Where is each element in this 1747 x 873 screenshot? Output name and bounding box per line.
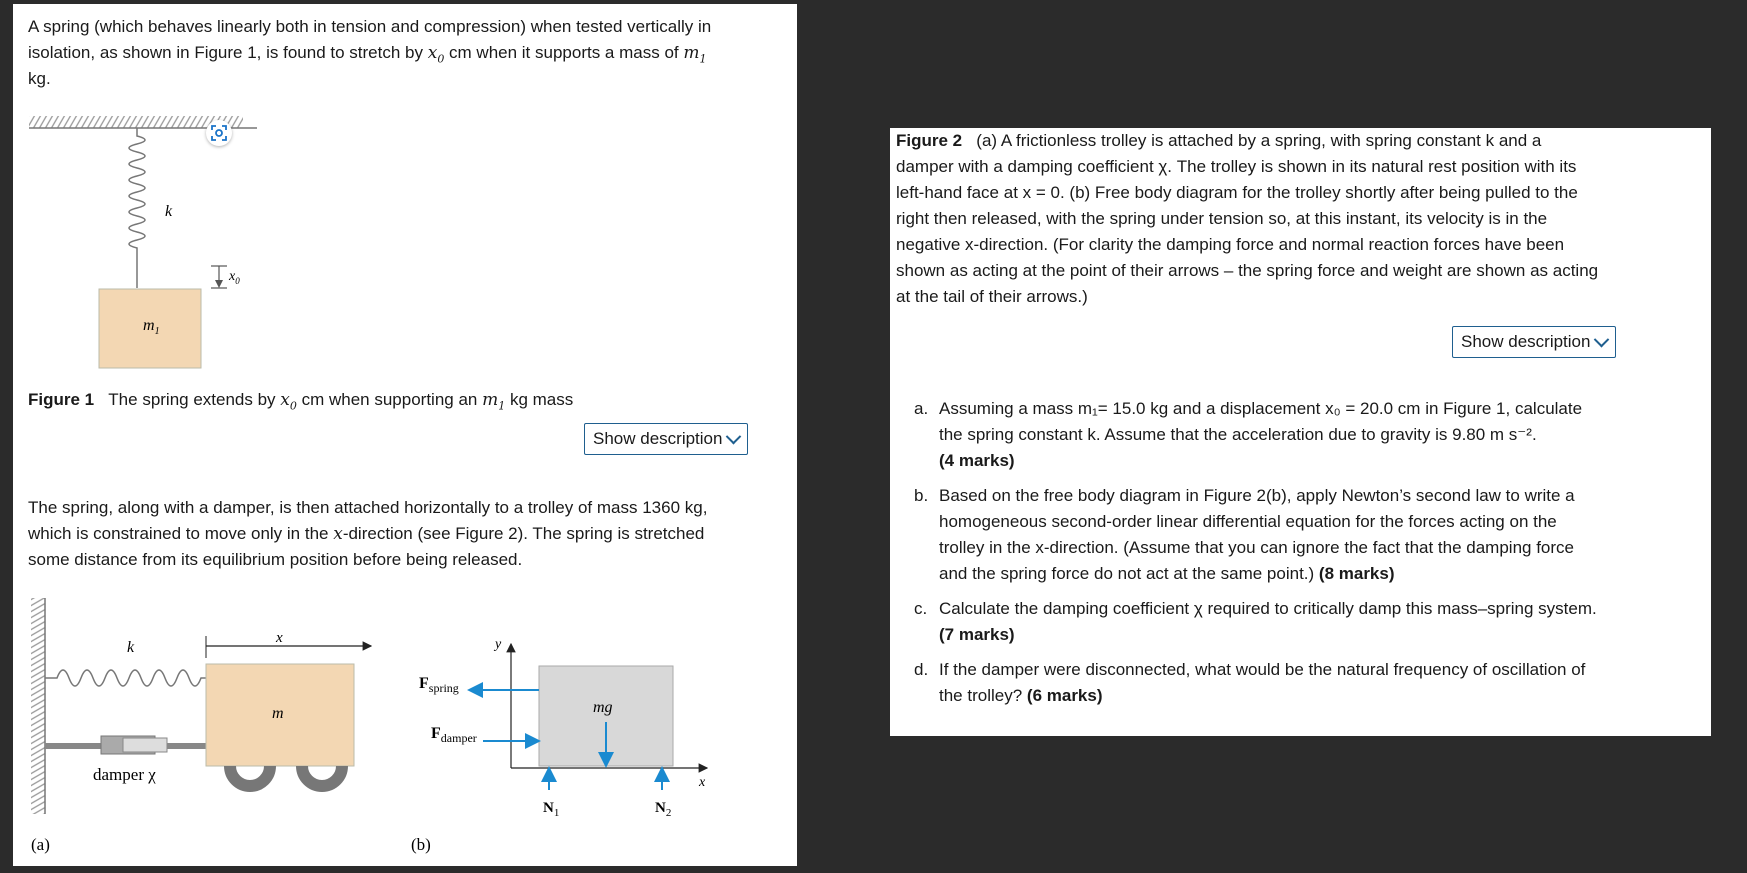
image-zoom-button[interactable] [206,120,232,146]
fbd-y-label: y [495,637,502,652]
para2-line-2: which is constrained to move only in the x-direction (see Figure 2). The spring is stretched [28,524,705,544]
wall-hatch [31,598,45,814]
para2-line-1: The spring, along with a damper, is then attached horizontally to a trolley of mass 1360 kg, [28,498,708,517]
show-description-label: Show description [1461,332,1591,351]
chevron-down-icon [726,428,742,444]
caption-line: left-hand face at x = 0. (b) Free body diagram for the trolley shortly after being pulled to the [896,183,1578,202]
fig1-x0-label: $x_0$ [229,269,240,286]
question-b: b. Based on the free body diagram in Figure 2(b), apply Newton’s second law to write a homogeneous second-order linear differential equation for the forces acting on the trolley in the x-direction. (Assume that you can ignore the fact that the damping force and the spring force do not act at the same point.) (8 marks) [914,486,1575,583]
x0-symbol: $x_0$ [427,43,445,66]
caption-line: Figure 2 (a) A frictionless trolley is attached by a spring, with spring constant k and a [896,131,1542,150]
n2-label: $N_2$ [655,800,672,819]
caption-line: at the tail of their arrows.) [896,287,1088,306]
figure-2a-label: (a) [31,835,50,854]
caption-line: right then released, with the spring under tension so, at this instant, its velocity is in the [896,209,1548,228]
f-damper-label: $F_{damper}$ [431,725,477,745]
left-content-panel [13,4,797,866]
damper-label: damper χ [93,765,156,784]
figure-1-diagram [25,108,265,374]
caption-line: negative x-direction. (For clarity the damping force and normal reaction forces have been [896,235,1565,254]
trolley-wheel-right [302,766,342,786]
fig1-k-label: k [165,203,173,220]
n1-label: $N_1$ [543,800,560,819]
f-spring-label: $F_{spring}$ [419,675,459,695]
fig1-mass-label: $m_1$ [143,317,160,337]
caption-line: damper with a damping coefficient χ. The trolley is shown in its natural rest position with its [896,157,1577,176]
caption-line: shown as acting at the point of their arrows – the spring force and weight are shown as acting [896,261,1599,280]
intro-line-1: A spring (which behaves linearly both in tension and compression) when tested vertically in [28,17,712,36]
question-d: d. If the damper were disconnected, what would be the natural frequency of oscillation of the trolley? (6 marks) [914,660,1586,705]
figure-1-caption: Figure 1 The spring extends by $x_0$ cm when supporting an $m_1$ kg mass [28,390,574,413]
fig2-x-label: x [276,630,283,646]
intro-text-b: cm when it supports a mass of [444,43,684,62]
figure-2-show-description-button[interactable] [1452,326,1616,358]
chevron-down-icon [1594,331,1610,347]
intro-line-3: kg. [28,69,51,88]
intro-text-a: isolation, as shown in Figure 1, is found to stretch by [28,43,428,62]
fbd-mg-label: mg [593,699,613,716]
question-a: a. Assuming a mass m₁= 15.0 kg and a displacement x₀ = 20.0 cm in Figure 1, calculate the spring constant k. Assume that the acceleration due to gravity is 9.80 m s⁻². (4 marks) [914,399,1583,470]
fig2-spring [45,670,206,686]
figure-1-show-description-button[interactable] [584,423,748,455]
right-content-panel [890,128,1711,736]
figure-2-label: Figure 2 [896,131,963,150]
trolley-wheel-left [230,766,270,786]
para2-line-3: some distance from its equilibrium position before being released. [28,550,523,569]
figure-2b-label: (b) [411,835,431,854]
fig2-m-label: m [272,705,284,722]
spring-coil [129,128,145,288]
question-list [914,396,1694,718]
question-c: c. Calculate the damping coefficient χ required to critically damp this mass–spring system. (7 marks) [914,599,1597,644]
intro-line-2 [28,40,706,72]
figure-2-diagram [13,590,773,860]
show-description-label: Show description [593,429,723,448]
zoom-icon [210,124,228,142]
fig2-k-label: k [127,639,135,656]
figure-1-label: Figure 1 [28,390,95,409]
m1-symbol: $m_1$ [683,43,707,66]
figure-2-caption [896,128,1636,310]
fbd-x-label: x [699,775,706,790]
